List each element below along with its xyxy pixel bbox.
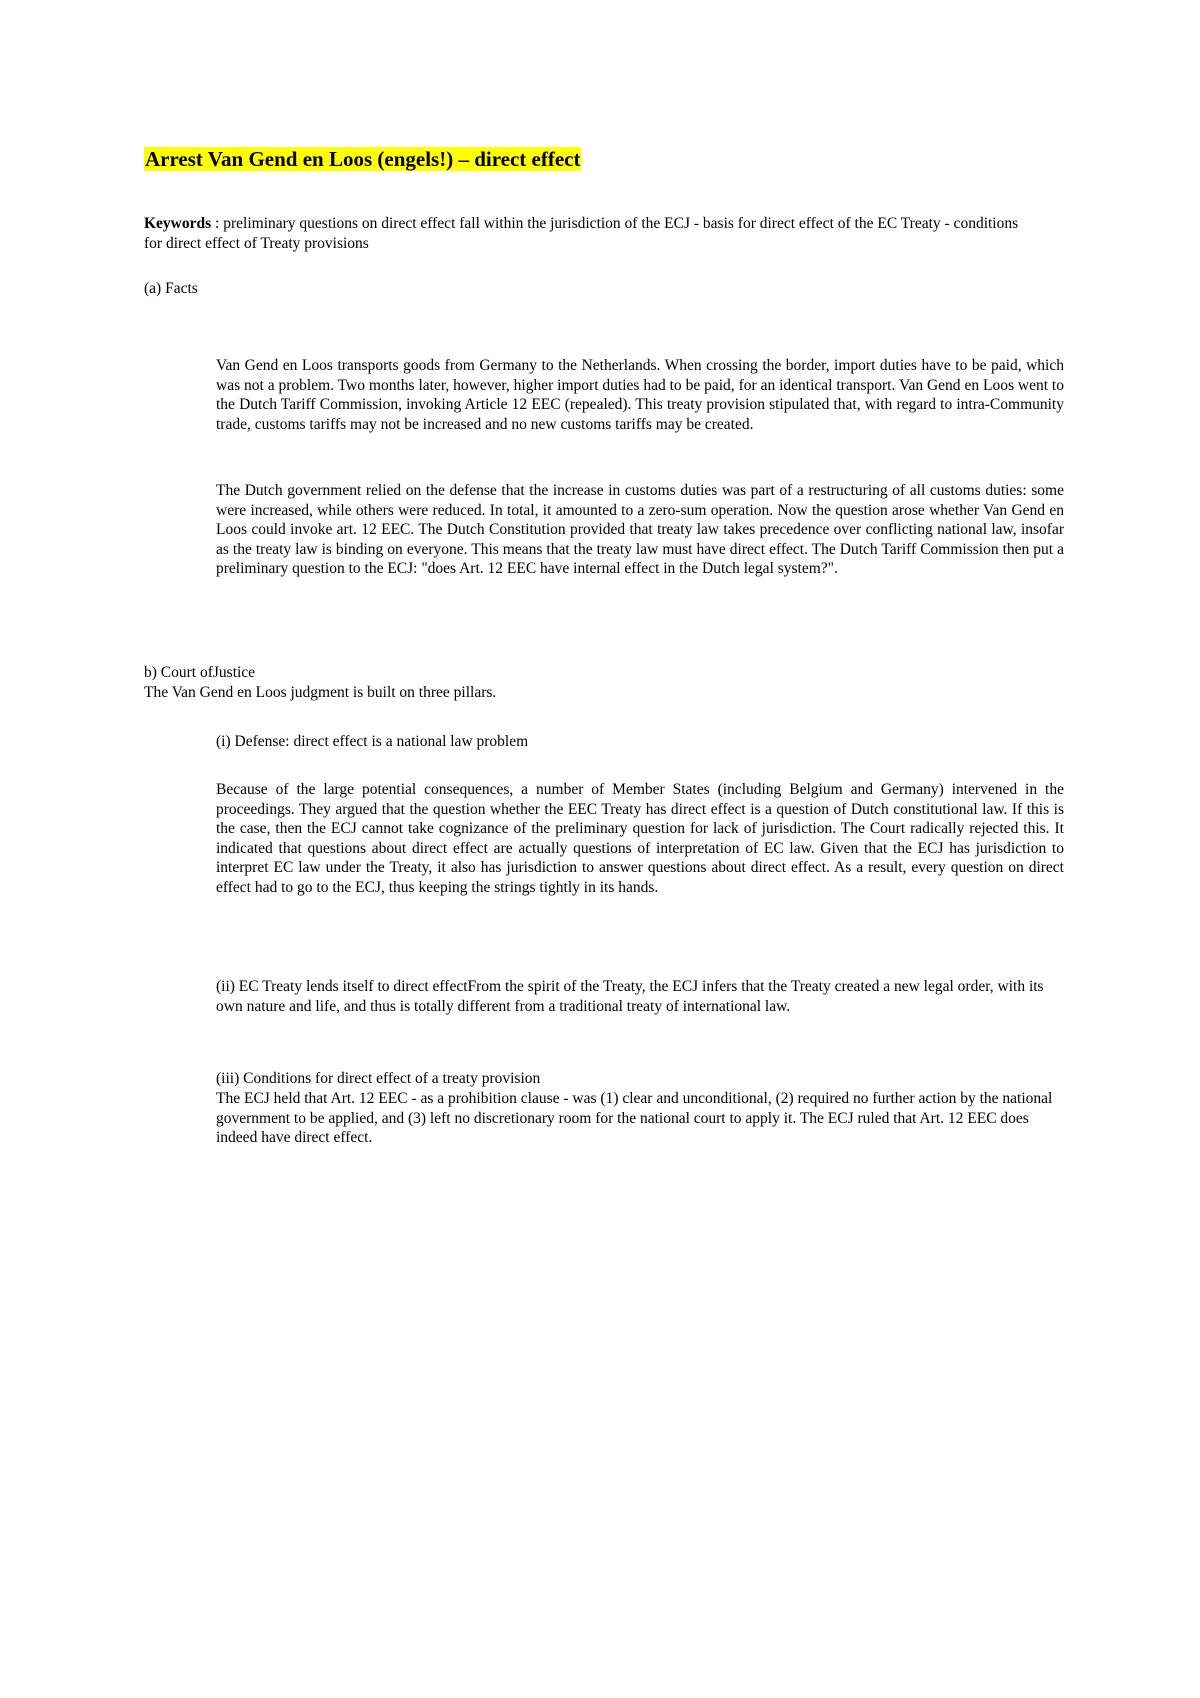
facts-paragraph-2: The Dutch government relied on the defense that the increase in customs duties was part of a restructuring of all customs duties: some were increased, while others were reduced. In total, it amounted to a zero-sum operation. Now the question arose whether Van Gend en Loos could invoke art. 12 EEC. The Dutch Constitution provided that treaty law takes precedence over conflicting national law, insofar as the treaty law is binding on everyone. This means that the treaty law must have direct effect. The Dutch Tariff Commission then put a preliminary question to the ECJ: "does Art. 12 EEC have internal effect in the Dutch legal system?". [216,482,1064,578]
keywords-separator: : [211,215,224,232]
court-intro: The Van Gend en Loos judgment is built on three pillars. [144,684,497,701]
pillar-1-heading: (i) Defense: direct effect is a national law problem [216,733,529,750]
facts-heading: (a) Facts [144,280,198,297]
keywords-text: preliminary questions on direct effect fall within the jurisdiction of the ECJ - basis for direct effect of the EC Treaty - conditions for direct effect of Treaty provisions [144,215,1019,252]
keywords-paragraph [144,214,1024,253]
facts-paragraph-1: Van Gend en Loos transports goods from Germany to the Netherlands. When crossing the border, import duties have to be paid, which was not a problem. Two months later, however, higher import duties had to be paid, for an identical transport. Van Gend en Loos went to the Dutch Tariff Commission, invoking Article 12 EEC (repealed). This treaty provision stipulated that, with regard to intra-Community trade, customs tariffs may not be increased and no new customs tariffs may be created. [216,357,1064,433]
pillar-1-text: Because of the large potential consequences, a number of Member States (including Belgium and Germany) intervened in the proceedings. They argued that the question whether the EEC Treaty has direct effect is a question of Dutch constitutional law. If this is the case, then the ECJ cannot take cognizance of the preliminary question for lack of jurisdiction. The Court radically rejected this. It indicated that questions about direct effect are actually questions of interpretation of EC law. Given that the ECJ has jurisdiction to interpret EC law under the Treaty, it also has jurisdiction to answer questions about direct effect. As a result, every question on direct effect had to go to the ECJ, thus keeping the strings tightly in its hands. [216,781,1064,896]
document-title [144,145,581,173]
court-heading: b) Court ofJustice [144,664,256,681]
pillar-3-heading: (iii) Conditions for direct effect of a treaty provision [216,1070,541,1087]
keywords-label: Keywords [144,215,212,232]
title-highlight: Arrest Van Gend en Loos (engels!) – direct effect [145,147,581,171]
pillar-3-text: The ECJ held that Art. 12 EEC - as a prohibition clause - was (1) clear and unconditional, (2) required no further action by the national government to be applied, and (3) left no discretionary room for the national court to apply it. The ECJ ruled that Art. 12 EEC does indeed have direct effect. [216,1090,1053,1147]
pillar-2-text: (ii) EC Treaty lends itself to direct effectFrom the spirit of the Treaty, the ECJ infers that the Treaty created a new legal order, with its own nature and life, and thus is totally different from a traditional treaty of international law. [216,978,1044,1015]
